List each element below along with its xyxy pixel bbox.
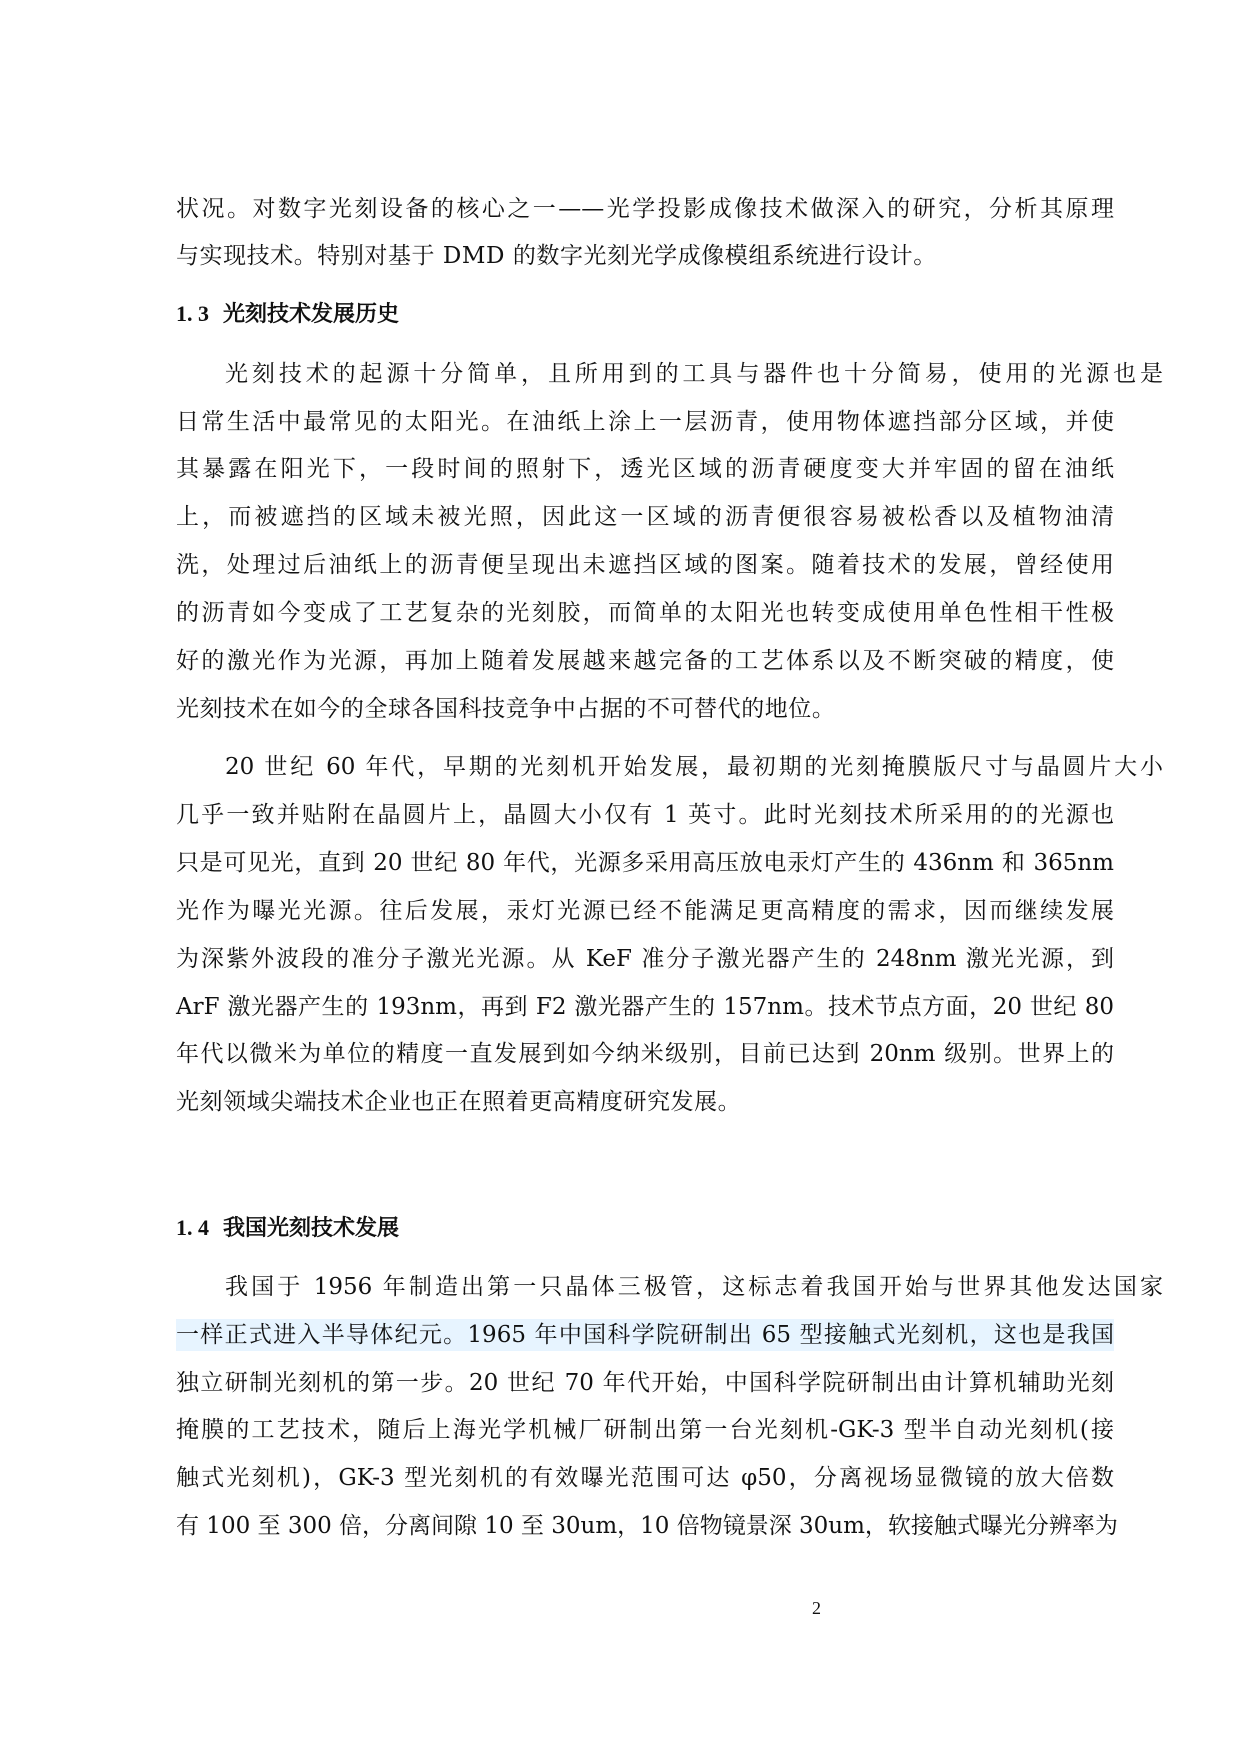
section-title: 光刻技术发展历史 bbox=[223, 302, 400, 327]
paragraph-line: ArF 激光器产生的 193nm，再到 F2 激光器产生的 157nm。技术节点方面，20 世纪 80 bbox=[176, 994, 1114, 1020]
paragraph-line: 独立研制光刻机的第一步。20 世纪 70 年代开始，中国科学院研制出由计算机辅助光刻 bbox=[176, 1370, 1114, 1396]
section-heading-1-3 bbox=[176, 299, 399, 330]
paragraph-line: 有 100 至 300 倍，分离间隙 10 至 30um，10 倍物镜景深 30um，软接触式曝光分辨率为 bbox=[176, 1513, 1118, 1539]
section-number: 1. 4 bbox=[176, 1215, 209, 1240]
paragraph-line: 的沥青如今变成了工艺复杂的光刻胶，而简单的太阳光也转变成使用单色性相干性极 bbox=[176, 600, 1114, 626]
paragraph-line: 光刻技术在如今的全球各国科技竞争中占据的不可替代的地位。 bbox=[176, 696, 836, 722]
paragraph-line: 只是可见光，直到 20 世纪 80 年代，光源多采用高压放电汞灯产生的 436nm 和 365nm bbox=[176, 850, 1114, 876]
paragraph-line: 掩膜的工艺技术，随后上海光学机械厂研制出第一台光刻机-GK-3 型半自动光刻机(接 bbox=[176, 1417, 1114, 1443]
paragraph-line: 为深紫外波段的准分子激光光源。从 KeF 准分子激光器产生的 248nm 激光光源，到 bbox=[176, 946, 1114, 972]
paragraph-line: 其暴露在阳光下，一段时间的照射下，透光区域的沥青硬度变大并牢固的留在油纸 bbox=[176, 456, 1114, 482]
paragraph-line: 日常生活中最常见的太阳光。在油纸上涂上一层沥青，使用物体遮挡部分区域，并使 bbox=[176, 409, 1114, 435]
paragraph-line: 光作为曝光光源。往后发展，汞灯光源已经不能满足更高精度的需求，因而继续发展 bbox=[176, 898, 1114, 924]
section-title: 我国光刻技术发展 bbox=[223, 1216, 400, 1241]
intro-line-2: 与实现技术。特别对基于 DMD 的数字光刻光学成像模组系统进行设计。 bbox=[176, 243, 937, 269]
paragraph-line: 我国于 1956 年制造出第一只晶体三极管，这标志着我国开始与世界其他发达国家 bbox=[225, 1274, 1163, 1300]
paragraph-line: 一样正式进入半导体纪元。1965 年中国科学院研制出 65 型接触式光刻机，这也是我国 bbox=[176, 1319, 1114, 1351]
intro-line-1: 状况。对数字光刻设备的核心之一——光学投影成像技术做深入的研究，分析其原理 bbox=[176, 196, 1114, 222]
paragraph-line: 触式光刻机)，GK-3 型光刻机的有效曝光范围可达 φ50，分离视场显微镜的放大倍数 bbox=[176, 1465, 1114, 1491]
paragraph-line: 好的激光作为光源，再加上随着发展越来越完备的工艺体系以及不断突破的精度，使 bbox=[176, 648, 1114, 674]
page-number: 2 bbox=[812, 1598, 821, 1618]
paragraph-line: 20 世纪 60 年代，早期的光刻机开始发展，最初期的光刻掩膜版尺寸与晶圆片大小 bbox=[225, 754, 1163, 780]
paragraph-line: 几乎一致并贴附在晶圆片上，晶圆大小仅有 1 英寸。此时光刻技术所采用的的光源也 bbox=[176, 802, 1114, 828]
paragraph-line: 光刻技术的起源十分简单，且所用到的工具与器件也十分简易，使用的光源也是 bbox=[225, 361, 1163, 387]
section-number: 1. 3 bbox=[176, 301, 209, 326]
paragraph-line: 年代以微米为单位的精度一直发展到如今纳米级别，目前已达到 20nm 级别。世界上的 bbox=[176, 1041, 1114, 1067]
paragraph-line: 上，而被遮挡的区域未被光照，因此这一区域的沥青便很容易被松香以及植物油清 bbox=[176, 504, 1114, 530]
section-heading-1-4 bbox=[176, 1213, 399, 1244]
paragraph-line: 光刻领域尖端技术企业也正在照着更高精度研究发展。 bbox=[176, 1089, 742, 1115]
paragraph-line: 洗，处理过后油纸上的沥青便呈现出未遮挡区域的图案。随着技术的发展，曾经使用 bbox=[176, 552, 1114, 578]
